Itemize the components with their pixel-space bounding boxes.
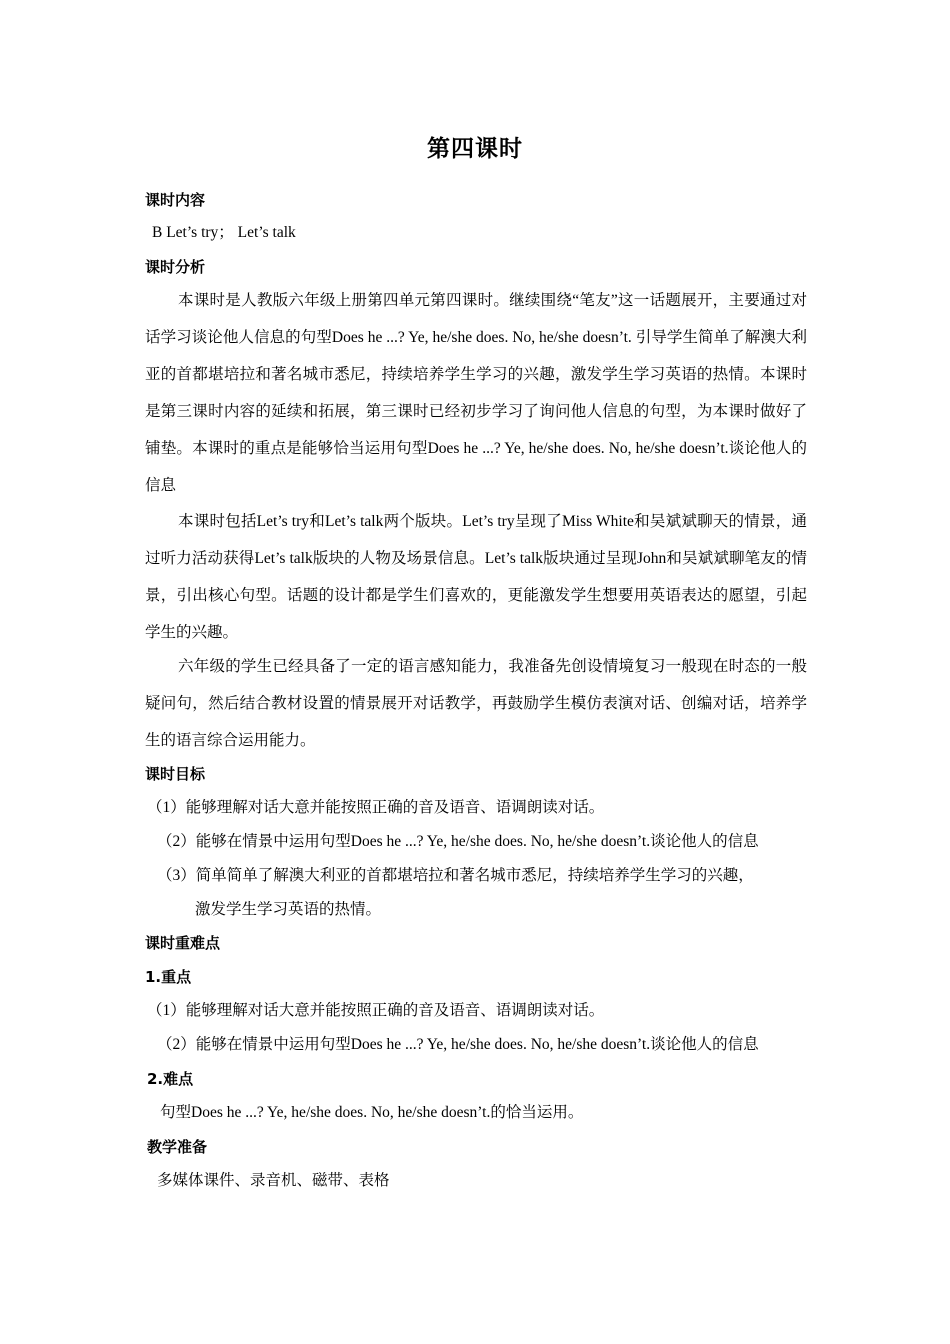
difficulty-heading: 2.难点 (147, 1070, 194, 1088)
section-heading-key-points: 课时重难点 (145, 934, 221, 952)
section-heading-preparation: 教学准备 (147, 1138, 208, 1156)
content-text: B Let’s try； Let’s talk (152, 224, 296, 241)
section-heading-content: 课时内容 (145, 191, 206, 209)
focus-item-1: （1）能够理解对话大意并能按照正确的音及语音、语调朗读对话。 (147, 1002, 605, 1019)
section-heading-objectives: 课时目标 (145, 765, 206, 783)
section-heading-analysis: 课时分析 (145, 258, 206, 276)
focus-item-2: （2）能够在情景中运用句型Does he ...? Ye, he/she does. No, he/she doesn’t.谈论他人的信息 (157, 1036, 759, 1053)
analysis-paragraph-3: 六年级的学生已经具备了一定的语言感知能力，我准备先创设情境复习一般现在时态的一般疑问句，然后结合教材设置的情景展开对话教学，再鼓励学生模仿表演对话、创编对话，培养学生的语言综合运用能力。 (145, 658, 807, 749)
analysis-paragraph-1: 本课时是人教版六年级上册第四单元第四课时。继续围绕“笔友”这一话题展开，主要通过对话学习谈论他人信息的句型Does he ...? Ye, he/she does. No, he/she doesn’t. 引导学生简单了解澳大利亚的首都堪培拉和著名城市悉尼，持续培养学生学习的兴趣，激发学生学习英语的热情。本课时是第三课时内容的延续和拓展，第三课时已经初步学习了询问他人信息的句型，为本课时做好了铺垫。本课时的重点是能够恰当运用句型Does he ...? Ye, he/she does. No, he/she doesn’t.谈论他人的信息 (145, 292, 807, 494)
objective-item-3: （3）简单简单了解澳大利亚的首都堪培拉和著名城市悉尼，持续培养学生学习的兴趣， (157, 867, 754, 884)
objective-item-3-continued: 激发学生学习英语的热情。 (195, 901, 382, 918)
page-title: 第四课时 (427, 136, 523, 162)
focus-heading: 1.重点 (145, 968, 192, 986)
preparation-text: 多媒体课件、录音机、磁带、表格 (157, 1172, 390, 1189)
difficulty-text: 句型Does he ...? Ye, he/she does. No, he/she doesn’t.的恰当运用。 (160, 1104, 584, 1121)
objective-item-1: （1）能够理解对话大意并能按照正确的音及语音、语调朗读对话。 (147, 799, 605, 816)
objective-item-2: （2）能够在情景中运用句型Does he ...? Ye, he/she does. No, he/she doesn’t.谈论他人的信息 (157, 833, 759, 850)
analysis-paragraph-2: 本课时包括Let’s try和Let’s talk两个版块。Let’s try呈现了Miss White和吴斌斌聊天的情景，通过听力活动获得Let’s talk版块的人物及场景信息。Let’s talk版块通过呈现John和吴斌斌聊笔友的情景，引出核心句型。话题的设计都是学生们喜欢的，更能激发学生想要用英语表达的愿望，引起学生的兴趣。 (145, 513, 807, 641)
